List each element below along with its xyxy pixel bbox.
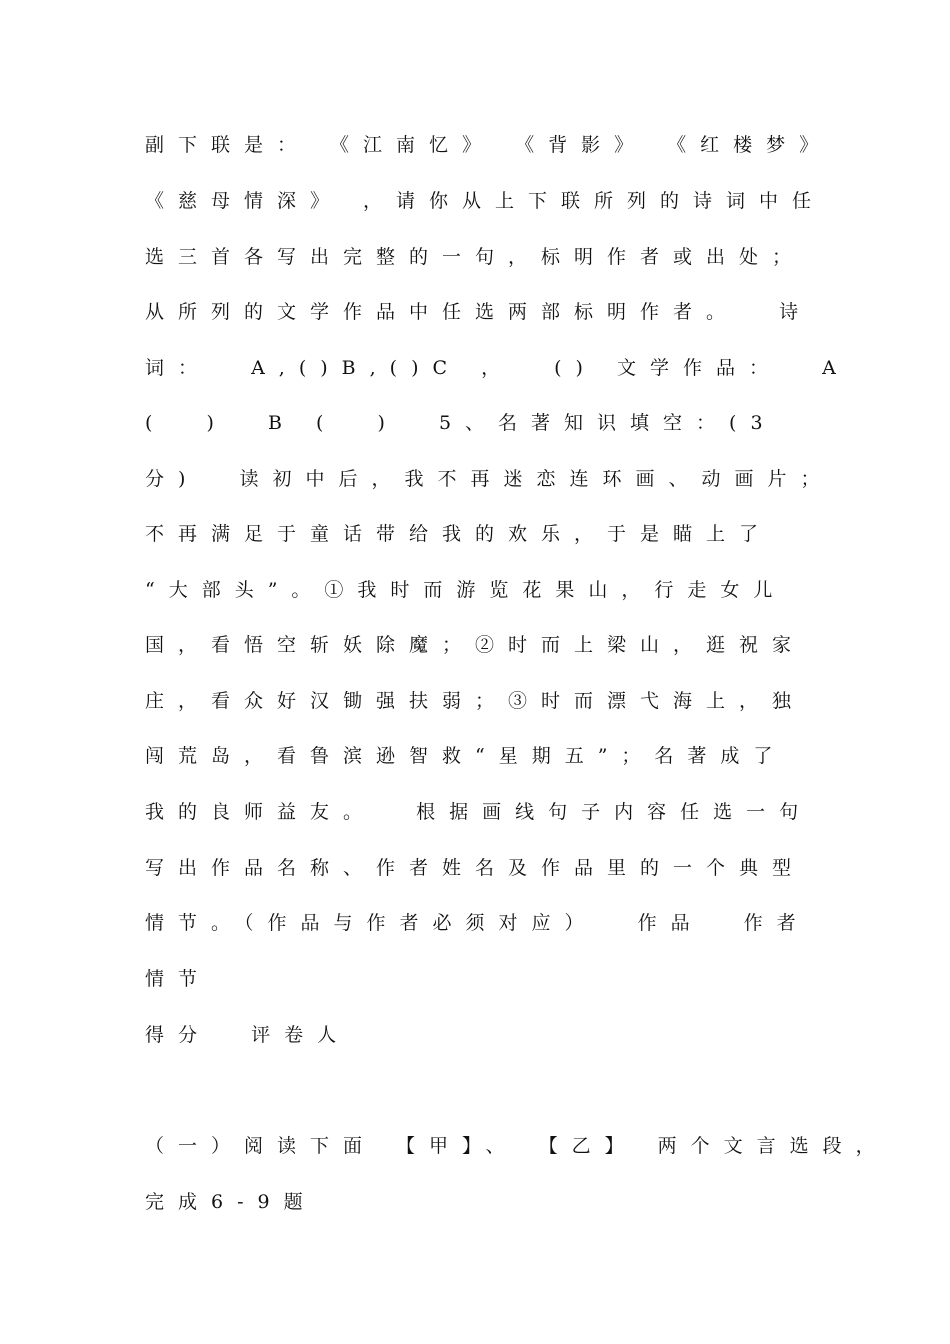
text-line: 情节。（作品与作者必须对应） 作品 作者 (145, 912, 810, 934)
text-line: 国，看悟空斩妖除魔；②时而上梁山，逛祝家 (145, 634, 806, 656)
text-line: 分) 读初中后，我不再迷恋连环画、动画片； (145, 468, 834, 490)
text-line: 《慈母情深》 ，请你从上下联所列的诗词中任 (145, 190, 826, 212)
text-line: “大部头”。①我时而游览花果山，行走女儿 (145, 579, 787, 601)
score-header: 得分 评卷人 (145, 1024, 351, 1046)
text-line: 不再满足于童话带给我的欢乐，于是瞄上了 (145, 523, 773, 545)
text-line: 庄，看众好汉锄强扶弱；③时而漂弋海上，独 (145, 690, 806, 712)
text-line: 从所列的文学作品中任选两部标明作者。 诗 (145, 301, 813, 323)
text-line: ( ) B ( ) 5、名著知识填空：(3 (145, 412, 777, 434)
text-line: 写出作品名称、作者姓名及作品里的一个典型 (145, 857, 806, 879)
text-line: 词： A,()B,()C ， () 文学作品： A (145, 357, 850, 379)
section-instruction: 完成6-9题 (145, 1191, 317, 1213)
text-line: 选三首各写出完整的一句，标明作者或出处； (145, 246, 806, 268)
text-line: 副下联是： 《江南忆》 《背影》 《红楼梦》 (145, 134, 833, 156)
text-line: 我的良师益友。 根据画线句子内容任选一句 (145, 801, 813, 823)
text-line: 闯荒岛，看鲁滨逊智救“星期五”；名著成了 (145, 745, 787, 767)
text-line: 情节 (145, 968, 212, 990)
section-heading: （一）阅读下面 【甲】、 【乙】 两个文言选段， (145, 1135, 889, 1157)
